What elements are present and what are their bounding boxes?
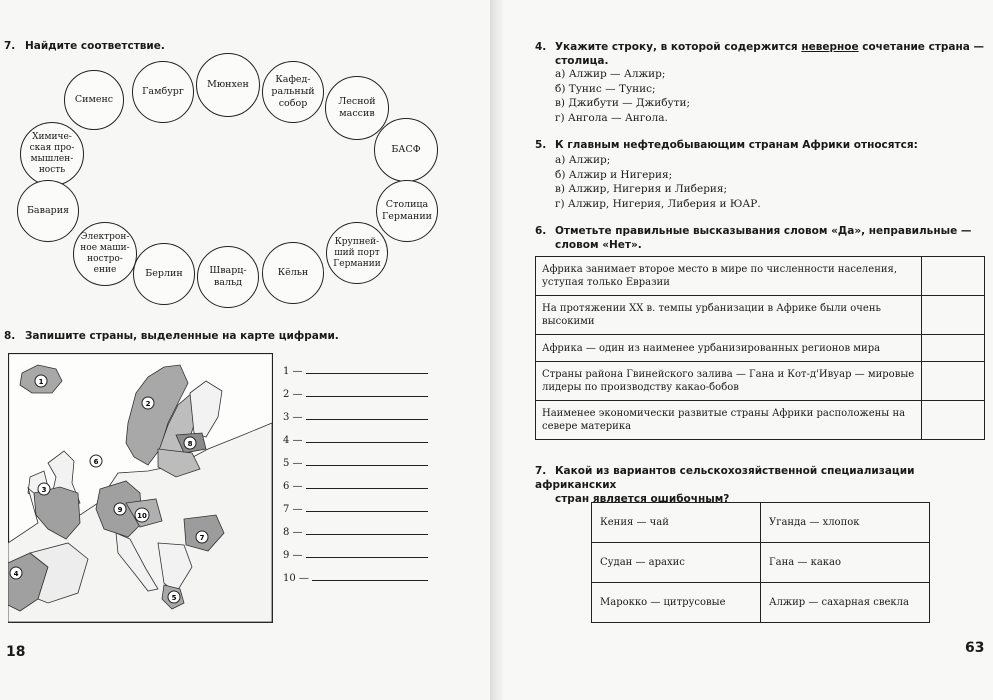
europe-map [8, 353, 273, 623]
table-row [536, 335, 985, 362]
circle-item[interactable]: Кёльн [262, 242, 324, 304]
map-label: 10 [137, 512, 147, 520]
q5-options [555, 153, 761, 211]
circle-item[interactable]: Берлин [133, 243, 195, 305]
table-row [536, 296, 985, 335]
q8-heading [4, 330, 339, 342]
q8-number: 8. [4, 330, 16, 342]
q4-text: Укажите строку, в которой содержится [554, 41, 802, 53]
book-gutter [490, 0, 503, 700]
statement-cell: Страны района Гвинейского залива — Гана и Кот-д'Ивуар — мировые лидеры по производству какао-бобов [536, 362, 922, 401]
q4-underlined: неверное [801, 41, 859, 53]
map-label: 9 [117, 506, 123, 514]
answer-line[interactable]: 6 — [283, 481, 428, 492]
q7r-heading [535, 464, 990, 506]
q6-text: Отметьте правильные высказывания словом «Да», неправильные — [554, 225, 972, 237]
map-label: 1 [38, 378, 44, 386]
table-cell[interactable]: Гана — какао [761, 543, 930, 583]
option[interactable]: а) Алжир; [555, 154, 611, 166]
q7-text: Найдите соответствие. [24, 40, 165, 52]
answer-cell[interactable] [922, 296, 985, 335]
q7-number: 7. [4, 40, 16, 52]
q4-text-line2: столица. [555, 55, 609, 67]
circle-item[interactable]: Лесной массив [325, 76, 389, 140]
answer-line[interactable]: 5 — [283, 458, 428, 469]
true-false-table [535, 256, 985, 440]
option[interactable]: в) Алжир, Нигерия и Либерия; [555, 183, 728, 195]
q7r-number: 7. [535, 465, 547, 477]
q7r-text: Какой из вариантов сельскохозяйственной специализации африканских [535, 465, 915, 491]
table-row [592, 543, 930, 583]
q7-heading [4, 40, 165, 52]
q4-heading [535, 40, 990, 68]
answer-line[interactable]: 7 — [283, 504, 428, 515]
option[interactable]: в) Джибути — Джибути; [555, 97, 691, 109]
table-row [592, 583, 930, 623]
q6-number: 6. [535, 225, 547, 237]
map-label: 2 [145, 400, 151, 408]
answer-line[interactable]: 10 — [283, 573, 428, 584]
answer-line[interactable]: 1 — [283, 366, 428, 377]
circle-item[interactable]: Сименс [64, 70, 124, 130]
answer-line[interactable]: 3 — [283, 412, 428, 423]
map-label: 6 [93, 458, 99, 466]
q4-number: 4. [535, 41, 547, 53]
table-cell[interactable]: Марокко — цитрусовые [592, 583, 761, 623]
table-cell[interactable]: Алжир — сахарная свекла [761, 583, 930, 623]
circle-item[interactable]: БАСФ [374, 118, 438, 182]
answer-line[interactable]: 2 — [283, 389, 428, 400]
statement-cell: Наименее экономически развитые страны Африки расположены на севере материка [536, 401, 922, 440]
circle-item[interactable]: Бавария [17, 180, 79, 242]
map-label: 5 [171, 594, 177, 602]
table-row [592, 503, 930, 543]
circle-item[interactable]: Мюнхен [196, 53, 260, 117]
q4-text-after: сочетание страна — [858, 41, 984, 53]
map-label: 4 [13, 570, 19, 578]
option[interactable]: г) Алжир, Нигерия, Либерия и ЮАР. [555, 197, 761, 210]
circle-item[interactable]: Электрон- ное маши- ностро- ение [73, 222, 137, 286]
q6-heading [535, 224, 990, 252]
answer-cell[interactable] [922, 257, 985, 296]
answer-line[interactable]: 8 — [283, 527, 428, 538]
q4-options [555, 67, 690, 125]
q5-number: 5. [535, 139, 547, 151]
option[interactable]: б) Алжир и Нигерия; [555, 168, 673, 181]
statement-cell: На протяжении XX в. темпы урбанизации в Африке были очень высокими [536, 296, 922, 335]
table-row [536, 257, 985, 296]
q5-text: К главным нефтедобывающим странам Африки относятся: [554, 139, 918, 151]
page-number-left: 18 [6, 644, 26, 660]
circle-item[interactable]: Кафед- ральный собор [262, 61, 324, 123]
map-label: 8 [187, 440, 193, 448]
table-row [536, 401, 985, 440]
circle-item[interactable]: Гамбург [132, 61, 194, 123]
circle-item[interactable]: Столица Германии [376, 180, 438, 242]
table-row [536, 362, 985, 401]
q5-heading [535, 139, 918, 151]
table-cell[interactable]: Судан — арахис [592, 543, 761, 583]
statement-cell: Африка занимает второе место в мире по численности населения, уступая только Евразии [536, 257, 922, 296]
answer-cell[interactable] [922, 335, 985, 362]
answer-line[interactable]: 9 — [283, 550, 428, 561]
left-page [0, 0, 490, 700]
q7r-text-line2: стран является ошибочным? [555, 493, 730, 505]
right-page [503, 0, 993, 700]
option[interactable]: г) Ангола — Ангола. [555, 111, 668, 124]
agri-specialization-table [591, 502, 930, 623]
map-label: 7 [199, 534, 205, 542]
page-number-right: 63 [965, 640, 985, 656]
statement-cell: Африка — один из наименее урбанизированных регионов мира [536, 335, 922, 362]
answer-line[interactable]: 4 — [283, 435, 428, 446]
answer-cell[interactable] [922, 401, 985, 440]
table-cell[interactable]: Уганда — хлопок [761, 503, 930, 543]
circle-item[interactable]: Шварц- вальд [197, 246, 259, 308]
q8-text: Запишите страны, выделенные на карте цифрами. [24, 330, 339, 342]
answer-cell[interactable] [922, 362, 985, 401]
option[interactable]: б) Тунис — Тунис; [555, 82, 656, 95]
table-cell[interactable]: Кения — чай [592, 503, 761, 543]
map-label: 3 [41, 486, 47, 494]
q6-text-line2: словом «Нет». [555, 239, 642, 251]
option[interactable]: а) Алжир — Алжир; [555, 68, 666, 80]
circle-item[interactable]: Химиче- ская про- мышлен- ность [20, 122, 84, 186]
circle-item[interactable]: Крупней- ший порт Германии [326, 222, 388, 284]
